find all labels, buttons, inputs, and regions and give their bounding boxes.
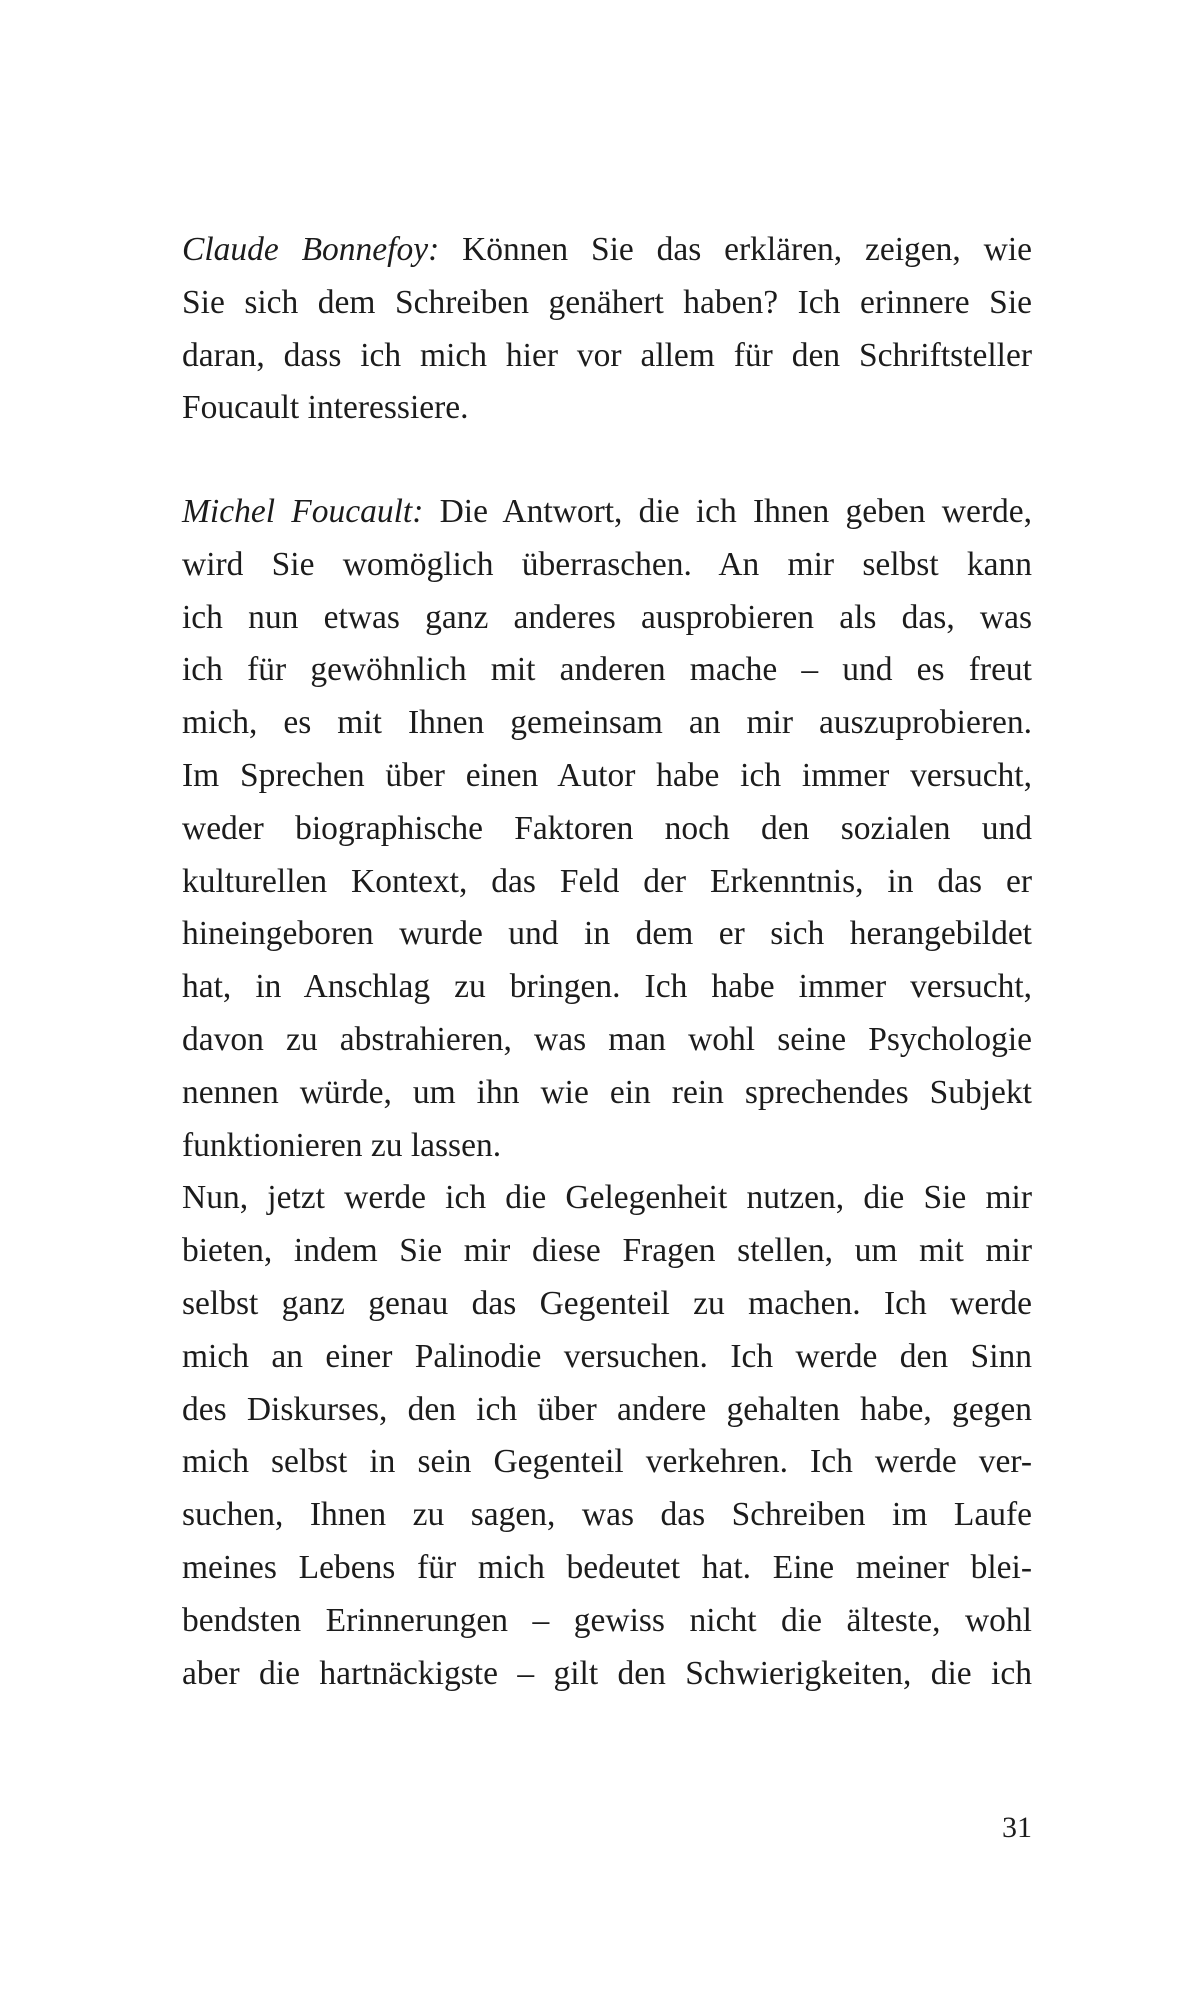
text-line: davon zu abstrahieren, was man wohl seine Psychologie xyxy=(182,1020,1032,1058)
text-line: mich, es mit Ihnen gemeinsam an mir auszuprobieren. xyxy=(182,704,1032,742)
text-line: suchen, Ihnen zu sagen, was das Schreiben im Laufe xyxy=(182,1496,1032,1534)
text-line: kulturellen Kontext, das Feld der Erkenntnis, in das er xyxy=(182,862,1032,900)
text-line: weder biographische Faktoren noch den sozialen und xyxy=(182,809,1032,847)
text-line: Claude Bonnefoy: Können Sie das erklären, zeigen, wie xyxy=(182,231,1032,268)
text-line: Michel Foucault: Die Antwort, die ich Ihnen geben werde, xyxy=(182,493,1032,530)
paragraph-foucault xyxy=(182,486,1032,1700)
text-line: bieten, indem Sie mir diese Fragen stellen, um mit mir xyxy=(182,1232,1032,1270)
paragraph-bonnefoy xyxy=(182,224,1032,435)
speaker-name: Michel Foucault: xyxy=(182,493,424,530)
text-line: Im Sprechen über einen Autor habe ich immer versucht, xyxy=(182,756,1032,794)
text-line: ich nun etwas ganz anderes ausprobieren als das, was xyxy=(182,598,1032,636)
text-line: des Diskurses, den ich über andere gehalten habe, gegen xyxy=(182,1390,1032,1428)
text-line: Foucault interessiere. xyxy=(182,389,469,427)
text-line: wird Sie womöglich überraschen. An mir selbst kann xyxy=(182,545,1032,583)
text-line: daran, dass ich mich hier vor allem für den Schriftsteller xyxy=(182,336,1032,374)
text-line: selbst ganz genau das Gegenteil zu machen. Ich werde xyxy=(182,1284,1032,1322)
text-line: Nun, jetzt werde ich die Gelegenheit nutzen, die Sie mir xyxy=(182,1179,1032,1217)
text-line: mich selbst in sein Gegenteil verkehren. Ich werde ver- xyxy=(182,1443,1032,1481)
text-line: nennen würde, um ihn wie ein rein sprechendes Subjekt xyxy=(182,1073,1032,1111)
text-line: bendsten Erinnerungen – gewiss nicht die älteste, wohl xyxy=(182,1601,1032,1639)
text-line: hat, in Anschlag zu bringen. Ich habe immer versucht, xyxy=(182,968,1032,1006)
speaker-name: Claude Bonnefoy: xyxy=(182,231,440,268)
text-line: Sie sich dem Schreiben genähert haben? Ich erinnere Sie xyxy=(182,283,1032,321)
text-line: mich an einer Palinodie versuchen. Ich werde den Sinn xyxy=(182,1337,1032,1375)
text-line: aber die hartnäckigste – gilt den Schwierigkeiten, die ich xyxy=(182,1654,1032,1692)
text-line: meines Lebens für mich bedeutet hat. Eine meiner blei- xyxy=(182,1548,1032,1586)
text-line: ich für gewöhnlich mit anderen mache – und es freut xyxy=(182,651,1032,689)
text-line: hineingeboren wurde und in dem er sich herangebildet xyxy=(182,915,1032,953)
page-number: 31 xyxy=(1002,1811,1032,1844)
text-line: funktionieren zu lassen. xyxy=(182,1126,502,1164)
